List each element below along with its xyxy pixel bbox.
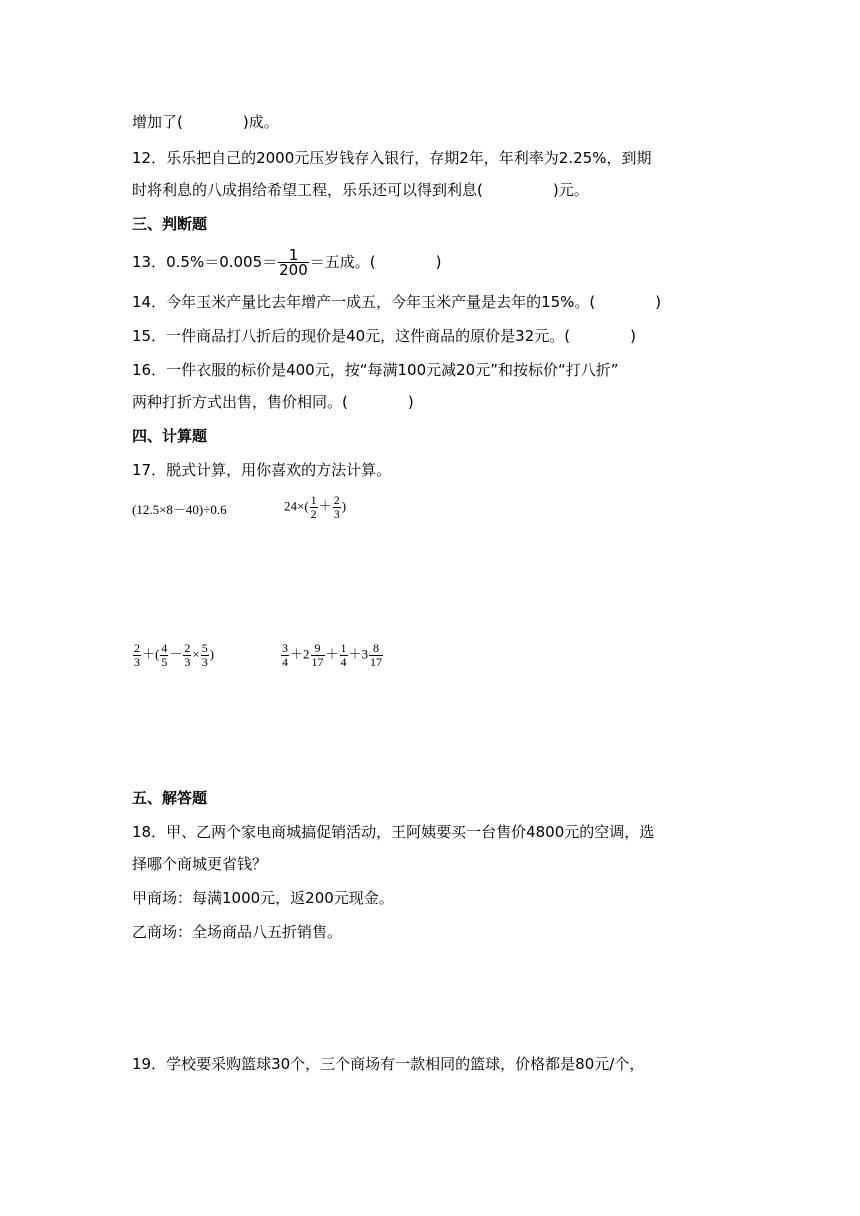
expr-text: 24×( bbox=[284, 498, 309, 514]
fraction bbox=[281, 642, 289, 669]
denominator: 17 bbox=[370, 655, 383, 669]
fraction bbox=[369, 642, 383, 669]
numerator: 1 bbox=[310, 493, 317, 507]
fraction bbox=[333, 494, 341, 521]
q13 bbox=[132, 248, 442, 277]
numerator: 2 bbox=[134, 641, 140, 655]
q13-part2: ＝五成。( bbox=[309, 253, 376, 271]
fraction bbox=[160, 642, 168, 669]
q14-text: 14．今年玉米产量比去年增产一成五，今年玉米产量是去年的15%。( bbox=[132, 293, 596, 311]
operator: ＋3 bbox=[348, 646, 369, 662]
section-heading-calculation: 四、计算题 bbox=[132, 427, 208, 445]
q12-line2-suffix: )元。 bbox=[552, 181, 589, 199]
numerator: 2 bbox=[333, 493, 340, 507]
q16-line1: 16．一件衣服的标价是400元，按“每满100元减20元”和按标价“打八折” bbox=[132, 361, 619, 379]
q15-text: 15．一件商品打八折后的现价是40元，这件商品的原价是32元。( bbox=[132, 327, 571, 345]
denominator: 3 bbox=[333, 507, 340, 521]
close-paren: ) bbox=[655, 293, 662, 311]
denominator: 200 bbox=[279, 261, 308, 279]
numerator: 9 bbox=[311, 642, 325, 656]
denominator: 4 bbox=[340, 655, 347, 669]
q14 bbox=[132, 290, 661, 314]
q18-option-a: 甲商场：每满1000元，返200元现金。 bbox=[132, 889, 394, 907]
denominator: 4 bbox=[282, 655, 288, 669]
close-paren: ) bbox=[341, 498, 347, 514]
close-paren: ) bbox=[630, 327, 636, 345]
q16-line2 bbox=[132, 390, 414, 414]
close-paren: ) bbox=[407, 393, 414, 411]
q11-prefix: 增加了( bbox=[132, 113, 183, 131]
operator: ＋ bbox=[318, 498, 332, 514]
operator: × bbox=[192, 646, 200, 662]
denominator: 2 bbox=[310, 507, 317, 521]
close-paren: ) bbox=[435, 253, 442, 271]
expression-4 bbox=[280, 642, 384, 669]
q18-option-b: 乙商场：全场商品八五折销售。 bbox=[132, 923, 343, 941]
operator: ＋2 bbox=[290, 646, 310, 662]
denominator: 3 bbox=[201, 655, 208, 669]
q18-line1: 18．甲、乙两个家电商城搞促销活动，王阿姨要买一台售价4800元的空调，选 bbox=[132, 823, 655, 841]
section-heading-judgement: 三、判断题 bbox=[132, 215, 208, 233]
numerator: 1 bbox=[340, 641, 347, 655]
operator: ＋( bbox=[142, 646, 160, 662]
denominator: 5 bbox=[161, 655, 168, 669]
q13-part1: 13．0.5%＝0.005＝ bbox=[132, 253, 278, 271]
close-paren: ) bbox=[209, 646, 215, 662]
q16-line2-text: 两种打折方式出售，售价相同。( bbox=[132, 393, 348, 411]
expression-3 bbox=[132, 642, 214, 669]
q12-line2-prefix: 时将利息的八成捐给希望工程，乐乐还可以得到利息( bbox=[132, 181, 483, 199]
q12-line2 bbox=[132, 178, 589, 202]
q18-line2: 择哪个商城更省钱？ bbox=[132, 855, 268, 873]
numerator: 5 bbox=[201, 641, 208, 655]
fraction bbox=[340, 642, 348, 669]
fraction bbox=[311, 642, 325, 669]
fraction bbox=[133, 642, 141, 669]
numerator: 4 bbox=[161, 641, 168, 655]
expression-2 bbox=[284, 494, 346, 521]
fraction bbox=[278, 248, 309, 277]
numerator: 8 bbox=[369, 642, 383, 656]
numerator: 2 bbox=[184, 641, 191, 655]
q11-suffix: )成。 bbox=[242, 113, 279, 131]
q17-text: 17．脱式计算，用你喜欢的方法计算。 bbox=[132, 461, 392, 479]
q15 bbox=[132, 324, 636, 348]
fraction bbox=[310, 494, 318, 521]
numerator: 3 bbox=[282, 641, 288, 655]
denominator: 3 bbox=[184, 655, 191, 669]
operator: ＋ bbox=[325, 646, 339, 662]
q19-line1: 19．学校要采购篮球30个，三个商场有一款相同的篮球，价格都是80元/个， bbox=[132, 1055, 645, 1073]
operator: － bbox=[169, 646, 183, 662]
expression-1: (12.5×8－40)÷0.6 bbox=[132, 502, 227, 517]
fraction bbox=[183, 642, 191, 669]
fraction bbox=[201, 642, 209, 669]
section-heading-answers: 五、解答题 bbox=[132, 789, 208, 807]
numerator: 1 bbox=[278, 248, 309, 263]
q11-tail bbox=[132, 110, 279, 134]
denominator: 17 bbox=[311, 655, 324, 669]
denominator: 3 bbox=[134, 655, 140, 669]
q12-line1: 12．乐乐把自己的2000元压岁钱存入银行，存期2年，年利率为2.25%，到期 bbox=[132, 149, 652, 167]
